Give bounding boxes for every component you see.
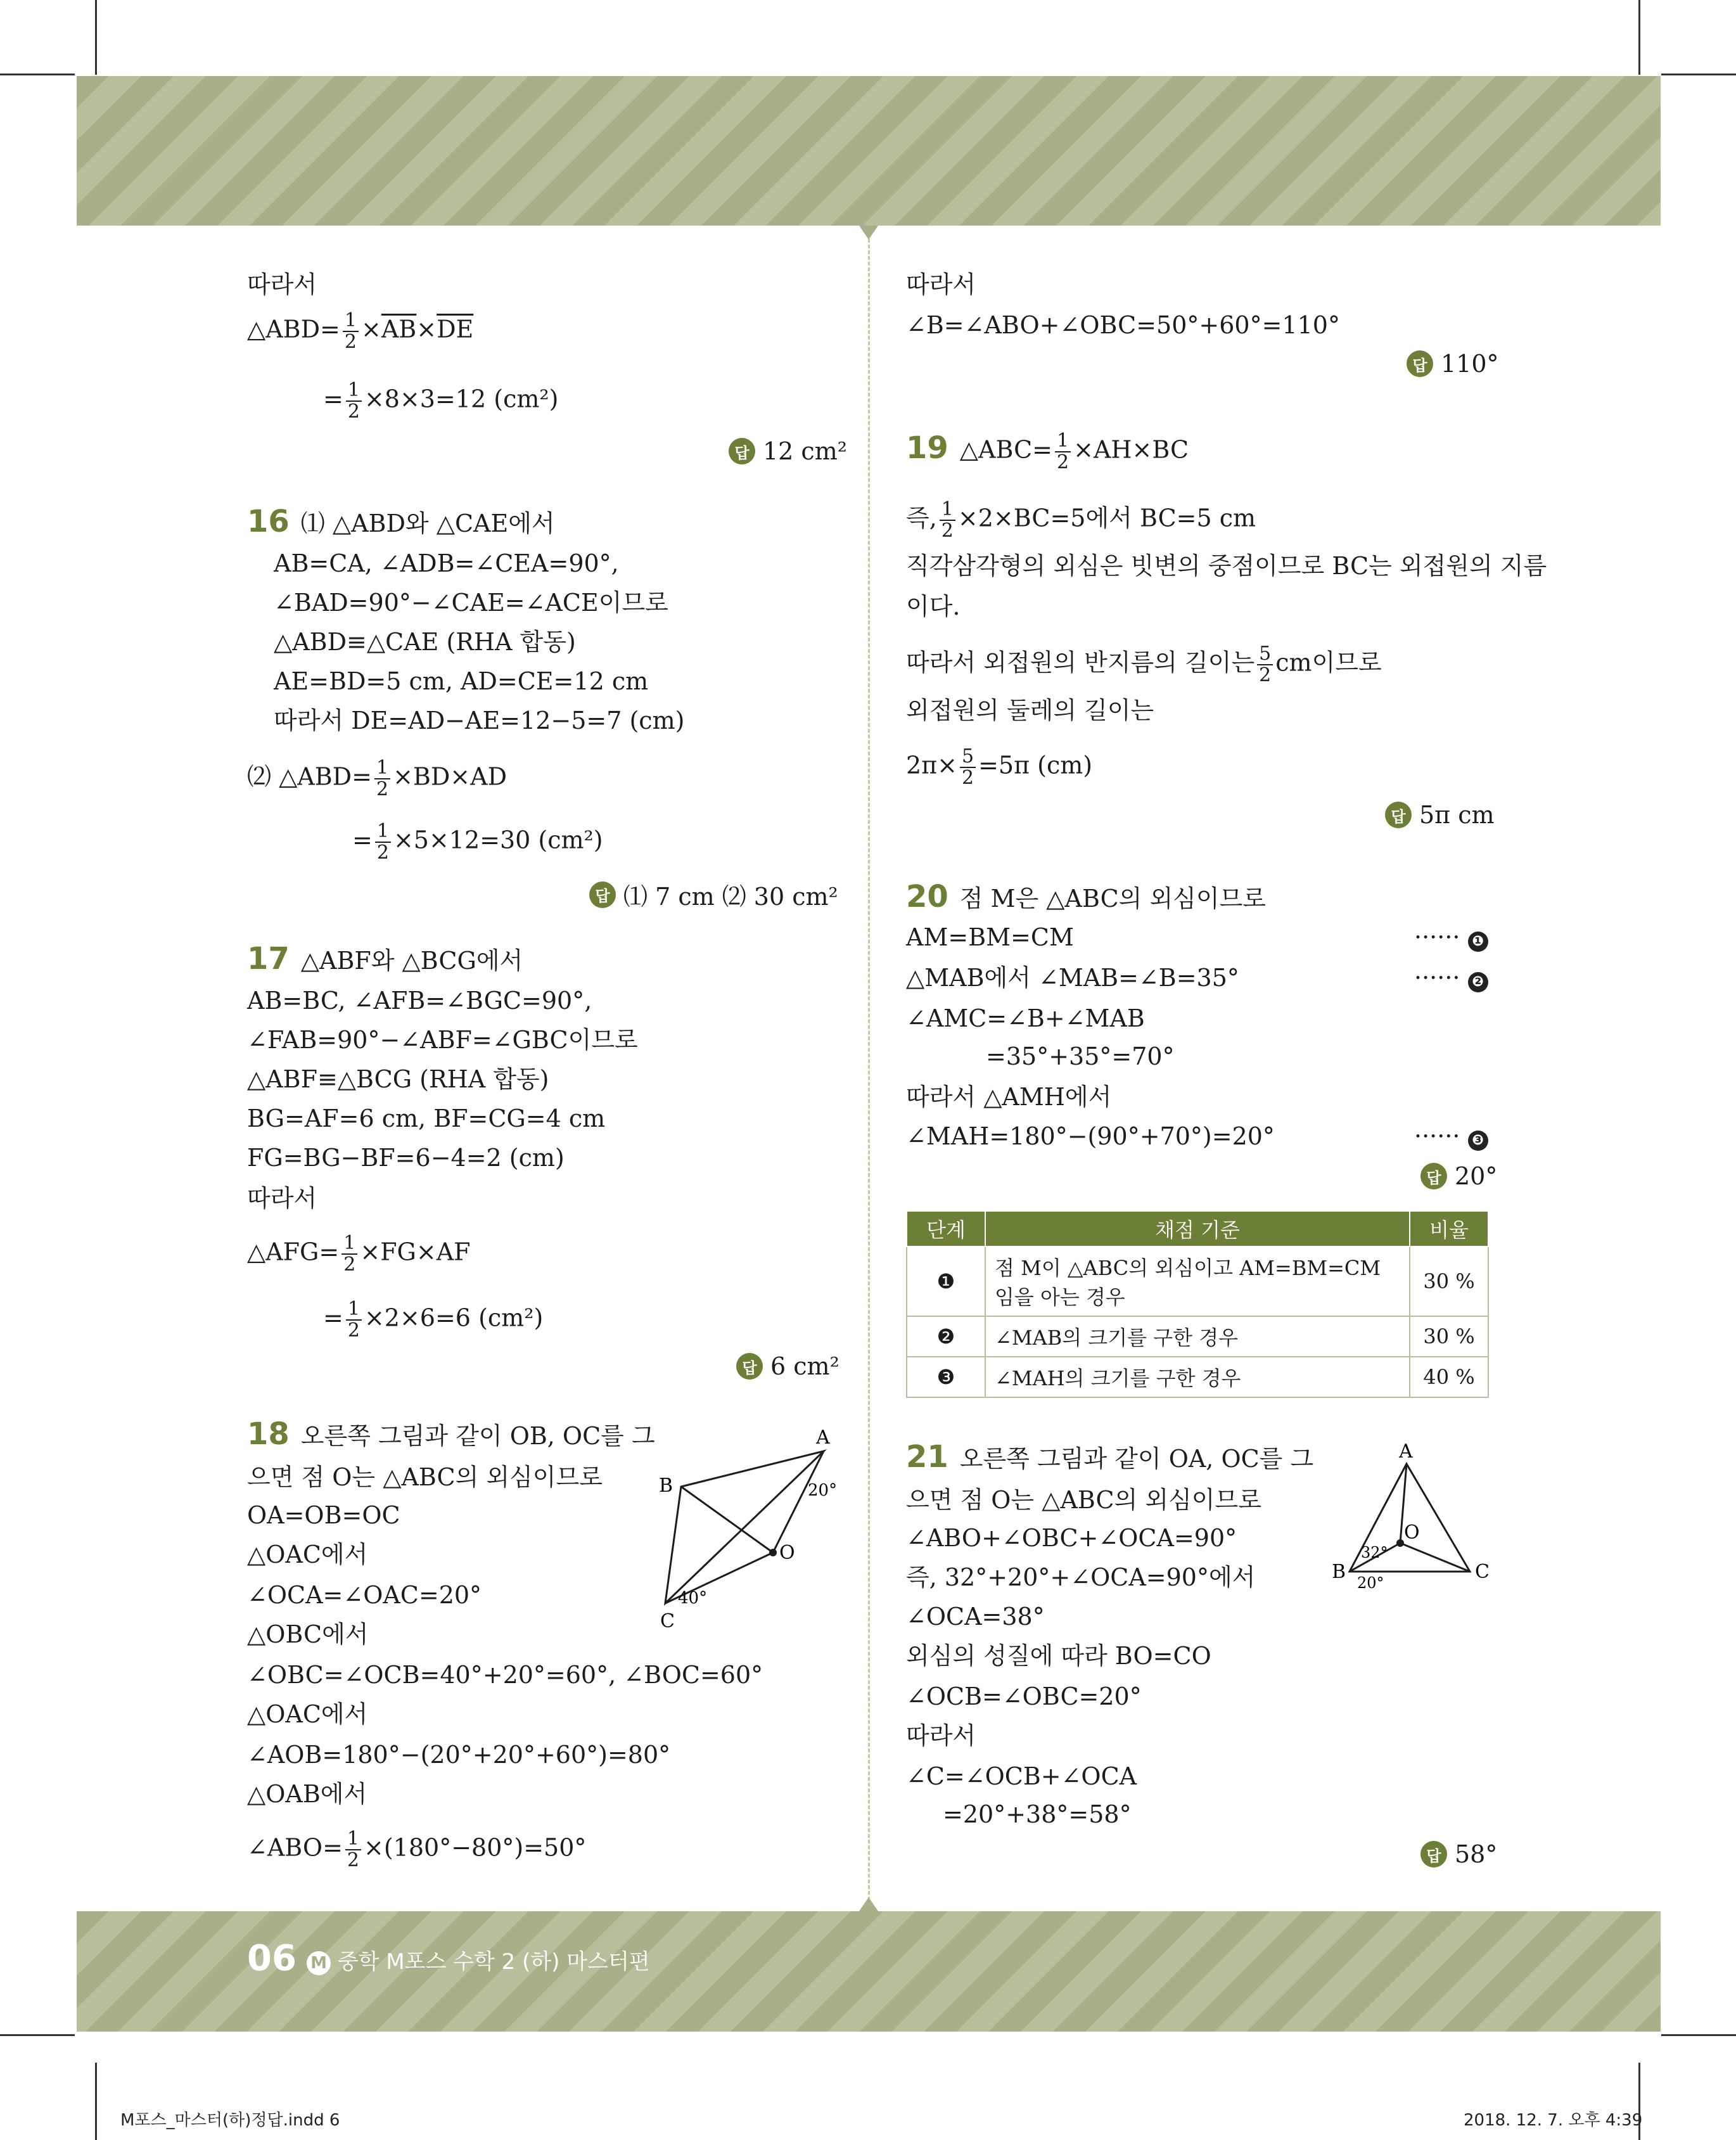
problem-17-head: [247, 941, 523, 977]
header-band: [77, 76, 1661, 226]
text-line: △OAC에서: [247, 1700, 368, 1728]
frac-den: 2: [1259, 664, 1272, 686]
angle-label-1: 32°: [1361, 1544, 1388, 1561]
text-line: 따라서: [247, 271, 317, 298]
frac-num: 1: [346, 1299, 362, 1321]
cell-step: ❷: [907, 1316, 985, 1357]
fraction: [345, 1829, 361, 1871]
equation-line: [906, 644, 1382, 686]
scoring-table: [906, 1210, 1489, 1398]
expr: ×AH×BC: [1073, 435, 1189, 464]
answer-17: [736, 1352, 839, 1380]
answer-text: 5π cm: [1419, 801, 1495, 829]
expr: ×2×BC=5에서 BC=5 cm: [957, 504, 1256, 532]
text-line: ∠OBC=∠OCB=40°+20°=60°, ∠BOC=60°: [247, 1661, 763, 1689]
frac-num: 1: [1055, 431, 1071, 452]
cell-criterion: ∠MAB의 크기를 구한 경우: [985, 1316, 1410, 1357]
step-mark-1: [1414, 923, 1488, 952]
table-header-row: [907, 1211, 1488, 1246]
text-line: △OAC에서: [247, 1541, 368, 1568]
cell-criterion: 점 M이 △ABC의 외심이고 AM=BM=CM 임을 아는 경우: [985, 1246, 1410, 1316]
answer-text: 20°: [1455, 1162, 1498, 1190]
cell-step: ❶: [907, 1246, 985, 1316]
problem-number: 16: [247, 504, 290, 539]
text-line: 으면 점 O는 △ABC의 외심이므로: [247, 1463, 603, 1491]
text-line: ∠MAH=180°−(90°+70°)=20°: [906, 1122, 1275, 1150]
point-o: [1396, 1539, 1404, 1547]
answer-text: 110°: [1441, 350, 1499, 378]
text-line: △OBC에서: [247, 1620, 369, 1648]
answer-badge: 답: [736, 1353, 763, 1380]
problem-20-head: [906, 879, 1266, 914]
expr: ×5×12=30 (cm²): [393, 826, 603, 854]
frac-den: 2: [347, 1319, 360, 1342]
figure-18: [653, 1426, 843, 1629]
text-line: ∠BAD=90°−∠CAE=∠ACE이므로: [274, 589, 668, 617]
text-line: ∠B=∠ABO+∠OBC=50°+60°=110°: [906, 311, 1340, 339]
expr: ×8×3=12 (cm²): [364, 385, 559, 413]
crop-mark: [95, 0, 97, 75]
answer-text: 6 cm²: [770, 1352, 839, 1380]
text-line: ∠C=∠OCB+∠OCA: [906, 1762, 1137, 1790]
frac-den: 2: [962, 767, 974, 789]
expr: ×: [416, 315, 437, 343]
dots: ······: [1414, 964, 1460, 992]
frac-num: 1: [343, 311, 359, 332]
text-line: △MAB에서 ∠MAB=∠B=35°: [906, 964, 1239, 992]
expr: 2π×: [906, 751, 957, 779]
expr: ⑵ △ABD=: [247, 762, 372, 791]
label-c: C: [660, 1610, 675, 1629]
answer-18: [1407, 350, 1499, 378]
fraction: [341, 1233, 357, 1275]
frac-den: 2: [347, 1849, 359, 1871]
text-line: AM=BM=CM: [906, 923, 1074, 951]
expr: ×FG×AF: [360, 1238, 471, 1266]
crop-mark: [0, 2034, 75, 2036]
expr: ×2×6=6 (cm²): [364, 1304, 544, 1332]
answer-21: [1420, 1840, 1497, 1868]
equation-line: [247, 1233, 471, 1275]
frac-den: 2: [941, 520, 954, 542]
step-mark-2: [1414, 963, 1488, 992]
frac-num: 1: [346, 380, 362, 402]
answer-badge: 답: [1420, 1163, 1447, 1189]
text-line: 따라서: [247, 1184, 317, 1212]
cell-ratio: 30 %: [1410, 1246, 1488, 1316]
frac-num: 1: [375, 821, 391, 843]
cell-criterion: ∠MAH의 크기를 구한 경우: [985, 1357, 1410, 1397]
text: 점 M은 △ABC의 외심이므로: [959, 885, 1266, 913]
equation-line: [323, 1299, 543, 1341]
text-line: 외접원의 둘레의 길이는: [906, 696, 1154, 724]
expr: =5π (cm): [978, 751, 1093, 779]
text-line: ∠OCB=∠OBC=20°: [906, 1682, 1142, 1710]
label-a: A: [1399, 1440, 1413, 1463]
label-o: O: [1404, 1522, 1420, 1544]
expr: △ABD=: [247, 315, 340, 343]
equation-line: [247, 1829, 586, 1871]
equation-line: [906, 499, 1256, 541]
answer-badge: 답: [1385, 802, 1412, 828]
frac-den: 2: [343, 1253, 356, 1276]
answer-badge: 답: [729, 438, 755, 465]
text-line: OA=OB=OC: [247, 1501, 400, 1529]
answer-16: [589, 877, 838, 912]
figure-21: [1299, 1438, 1502, 1597]
label-b: B: [1332, 1561, 1346, 1583]
answer-text: 58°: [1455, 1840, 1498, 1868]
text-line: 즉, 32°+20°+∠OCA=90°에서: [906, 1563, 1256, 1591]
frac-den: 2: [347, 400, 360, 423]
dots: ······: [1414, 1122, 1460, 1150]
text: 오른쪽 그림과 같이 OA, OC를 그: [959, 1445, 1314, 1473]
answer-19: [1385, 801, 1495, 829]
col-step: 단계: [907, 1211, 985, 1246]
crop-mark: [1661, 2034, 1736, 2036]
divider-notch-bottom: [859, 1897, 878, 1911]
label-b: B: [659, 1475, 673, 1497]
expr: △ABC=: [959, 435, 1053, 464]
problem-number: 20: [906, 879, 948, 914]
text-line: 이다.: [906, 593, 961, 620]
m-logo-icon: M: [307, 1951, 331, 1975]
crop-mark: [1638, 0, 1640, 75]
text: △ABF와 △BCG에서: [300, 947, 523, 975]
fraction: [940, 499, 955, 541]
frac-den: 2: [376, 778, 389, 800]
problem-number: 18: [247, 1416, 290, 1452]
answer-15: [729, 437, 847, 465]
angle-label-c: 40°: [678, 1589, 708, 1608]
text: ⑴ △ABD와 △CAE에서: [300, 509, 555, 537]
col-criterion: 채점 기준: [985, 1211, 1410, 1246]
text-line: ∠ABO+∠OBC+∠OCA=90°: [906, 1524, 1237, 1552]
problem-number: 17: [247, 941, 290, 977]
text-line: =20°+38°=58°: [943, 1800, 1132, 1828]
expr: cm이므로: [1275, 648, 1382, 677]
frac-den: 2: [344, 331, 357, 353]
text-line: ∠AMC=∠B+∠MAB: [906, 1004, 1145, 1032]
answer-badge: 답: [1420, 1841, 1447, 1868]
frac-den: 2: [1057, 451, 1069, 473]
segment-de: $\overline{DE}$: [437, 315, 474, 343]
text-line: ∠OCA=∠OAC=20°: [247, 1581, 482, 1609]
expr: ×BD×AD: [393, 762, 507, 791]
problem-21-head: [906, 1439, 1314, 1475]
segment-oa: [773, 1451, 824, 1553]
angle-label-2: 20°: [1357, 1574, 1384, 1592]
text-line: 따라서 △AMH에서: [906, 1083, 1112, 1111]
crop-mark: [1661, 74, 1736, 75]
step-badge: ❸: [1468, 1131, 1488, 1151]
answer-20: [1420, 1162, 1497, 1190]
answer-badge: 답: [589, 881, 616, 908]
frac-num: 1: [940, 499, 955, 521]
expr: ∠ABO=: [247, 1833, 343, 1862]
step-badge: ❶: [1468, 932, 1488, 952]
fraction: [343, 311, 359, 352]
crop-mark: [0, 74, 75, 75]
point-o: [769, 1549, 777, 1556]
divider-notch-top: [859, 226, 878, 240]
expr: =: [323, 385, 343, 413]
cell-step: ❸: [907, 1357, 985, 1397]
book-title: [307, 1944, 650, 1975]
answer-badge: 답: [1407, 350, 1433, 377]
text-line: AB=BC, ∠AFB=∠BGC=90°,: [247, 987, 592, 1015]
text-line: ∠AOB=180°−(20°+20°+60°)=80°: [247, 1741, 671, 1769]
text-line: 외심의 성질에 따라 BO=CO: [906, 1642, 1211, 1670]
text-line: 따라서: [906, 1722, 976, 1750]
crop-mark: [95, 2063, 97, 2140]
fraction: [960, 746, 976, 788]
answer-text: 12 cm²: [763, 437, 847, 465]
frac-num: 1: [345, 1829, 361, 1850]
expr: 따라서 외접원의 반지름의 길이는: [906, 648, 1255, 677]
label-c: C: [1475, 1561, 1490, 1583]
column-divider: [868, 233, 870, 1906]
text-line: ∠FAB=90°−∠ABF=∠GBC이므로: [247, 1026, 638, 1054]
table-row: [907, 1316, 1488, 1357]
segment-ab: $\overline{AB}$: [381, 315, 417, 343]
problem-number: 19: [906, 430, 948, 466]
text-line: AE=BD=5 cm, AD=CE=12 cm: [274, 667, 649, 695]
text-line: FG=BG−BF=6−4=2 (cm): [247, 1144, 565, 1172]
expr: =: [323, 1304, 343, 1332]
text: 오른쪽 그림과 같이 OB, OC를 그: [300, 1422, 655, 1450]
text-line: 직각삼각형의 외심은 빗변의 중점이므로 BC는 외접원의 지름: [906, 552, 1547, 580]
file-name: M포스_마스터(하)정답.indd 6: [120, 2111, 340, 2130]
table-row: [907, 1357, 1488, 1397]
equation-line: [906, 746, 1092, 788]
frac-num: 5: [960, 746, 976, 768]
expr: ×: [361, 315, 381, 343]
cell-ratio: 40 %: [1410, 1357, 1488, 1397]
problem-16-head: [247, 504, 555, 539]
problem-number: 21: [906, 1439, 948, 1475]
page-number: 06: [247, 1938, 297, 1979]
label-o: O: [779, 1542, 795, 1564]
text-line: =35°+35°=70°: [986, 1042, 1175, 1070]
frac-num: 1: [374, 758, 390, 779]
col-ratio: 비율: [1410, 1211, 1488, 1246]
text-line: 따라서: [906, 271, 976, 298]
triangle-abc: [665, 1451, 824, 1603]
text-line: 따라서 DE=AD−AE=12−5=7 (cm): [274, 707, 685, 734]
problem-18-head: [247, 1416, 655, 1452]
fraction: [1257, 644, 1273, 686]
text-line: 으면 점 O는 △ABC의 외심이므로: [906, 1486, 1261, 1514]
problem-19-head: [906, 431, 1189, 473]
answer-text: ⑴ 7 cm ⑵ 30 cm²: [623, 883, 838, 911]
step-mark-3: [1414, 1122, 1488, 1151]
segment-oc: [1400, 1543, 1470, 1572]
text-line: △OAB에서: [247, 1780, 367, 1808]
text-line: △ABF≡△BCG (RHA 합동): [247, 1065, 549, 1093]
book-title-text: 중학 M포스 수학 2 (하) 마스터편: [337, 1949, 650, 1975]
equation-line: [247, 311, 473, 352]
step-badge: ❷: [1468, 972, 1488, 992]
angle-label-a: 20°: [808, 1481, 838, 1500]
text-line: △ABD≡△CAE (RHA 합동): [274, 628, 576, 656]
frac-num: 5: [1257, 644, 1273, 665]
fraction: [346, 380, 362, 422]
text-line: AB=CA, ∠ADB=∠CEA=90°,: [274, 549, 619, 577]
expr: ×(180°−80°)=50°: [364, 1833, 587, 1862]
table-row: [907, 1246, 1488, 1316]
frac-num: 1: [341, 1233, 357, 1255]
equation-line: [352, 821, 603, 863]
equation-line: [247, 758, 507, 800]
dots: ······: [1414, 923, 1460, 951]
expr: =: [352, 826, 373, 854]
expr: △AFG=: [247, 1238, 340, 1266]
fraction: [1055, 431, 1071, 473]
equation-line: [323, 380, 558, 422]
fraction: [374, 758, 390, 800]
text-line: BG=AF=6 cm, BF=CG=4 cm: [247, 1105, 606, 1132]
fraction: [375, 821, 391, 863]
fraction: [346, 1299, 362, 1341]
label-a: A: [816, 1426, 830, 1449]
cell-ratio: 30 %: [1410, 1316, 1488, 1357]
frac-den: 2: [376, 842, 389, 864]
print-timestamp: 2018. 12. 7. 오후 4:39: [1464, 2111, 1643, 2130]
expr: 즉,: [906, 504, 937, 532]
text-line: ∠OCA=38°: [906, 1603, 1045, 1631]
